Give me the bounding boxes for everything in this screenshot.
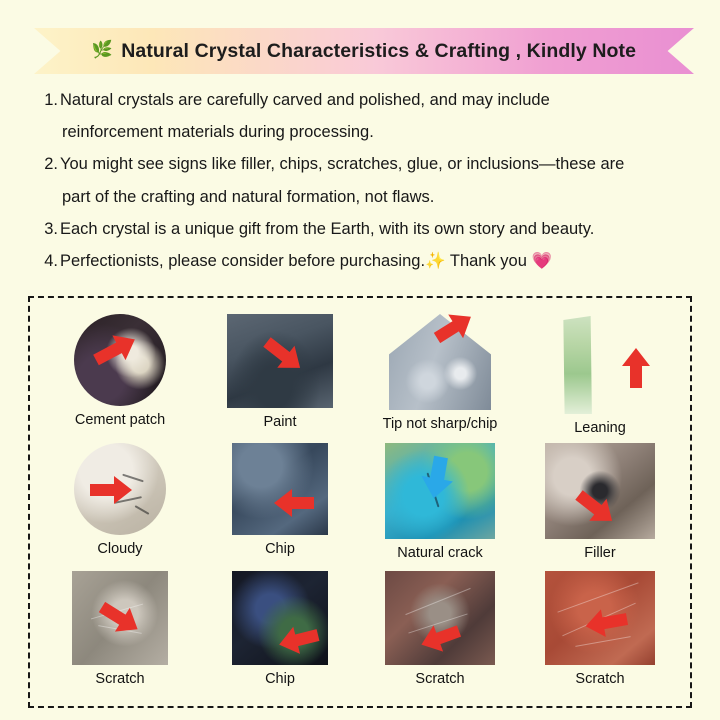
gallery-item-scratch-2 xyxy=(360,571,520,700)
note-body-1 xyxy=(60,84,696,148)
gallery-item-filler xyxy=(520,443,680,572)
photo-paint xyxy=(227,314,333,408)
note-number-4: 4. xyxy=(44,251,58,270)
gallery-item-scratch-1 xyxy=(40,571,200,700)
note-item-1 xyxy=(36,84,696,148)
caption-natural-crack: Natural crack xyxy=(397,544,483,561)
caption-chip-1: Chip xyxy=(265,540,295,557)
note-item-2 xyxy=(36,148,696,212)
examples-grid xyxy=(30,298,690,706)
caption-cloudy: Cloudy xyxy=(97,540,143,557)
gallery-item-paint xyxy=(200,314,360,443)
note-body-2 xyxy=(60,148,696,212)
red-arrow-icon xyxy=(232,571,328,665)
red-arrow-icon xyxy=(227,314,333,408)
photo-leaning xyxy=(540,314,660,414)
red-arrow-icon xyxy=(545,571,655,665)
red-arrow-icon xyxy=(74,443,166,535)
photo-scratch-3 xyxy=(545,571,655,665)
red-arrow-icon xyxy=(389,314,491,410)
caption-leaning: Leaning xyxy=(574,420,626,436)
examples-gallery xyxy=(28,296,692,708)
red-arrow-icon xyxy=(232,443,328,535)
photo-cement-patch xyxy=(74,314,166,406)
red-arrow-icon xyxy=(385,443,495,539)
red-arrow-icon xyxy=(540,314,660,414)
gallery-item-natural-crack xyxy=(360,443,520,572)
gallery-item-scratch-3 xyxy=(520,571,680,700)
gallery-item-tip xyxy=(360,314,520,443)
page-title: Natural Crystal Characteristics & Crafting , Kindly Note xyxy=(121,39,637,62)
photo-cloudy xyxy=(74,443,166,535)
banner-text-row xyxy=(34,28,694,74)
photo-tip xyxy=(389,314,491,410)
gallery-item-leaning xyxy=(520,314,680,443)
red-arrow-icon xyxy=(74,314,166,406)
note-line-1a: Natural crystals are carefully carved and polished, and may include xyxy=(60,91,550,109)
gallery-item-cement-patch xyxy=(40,314,200,443)
note-line-1b: reinforcement materials during processing. xyxy=(62,123,374,142)
caption-paint: Paint xyxy=(263,414,297,430)
note-number-3: 3. xyxy=(44,219,58,238)
note-number-1: 1. xyxy=(44,91,58,109)
caption-chip-2: Chip xyxy=(265,671,295,688)
red-arrow-icon xyxy=(545,443,655,539)
photo-scratch-2 xyxy=(385,571,495,665)
caption-cement-patch: Cement patch xyxy=(74,412,166,428)
photo-natural-crack xyxy=(385,443,495,539)
photo-chip-2 xyxy=(232,571,328,665)
photo-chip-1 xyxy=(232,443,328,535)
caption-scratch-1: Scratch xyxy=(95,671,145,688)
red-arrow-icon xyxy=(72,571,168,665)
gallery-item-chip-2 xyxy=(200,571,360,700)
note-item-4 xyxy=(36,245,696,277)
photo-scratch-1 xyxy=(72,571,168,665)
note-item-3 xyxy=(36,213,696,245)
note-body-3 xyxy=(60,213,696,245)
gallery-item-cloudy xyxy=(40,443,200,572)
photo-filler xyxy=(545,443,655,539)
gallery-item-chip-1 xyxy=(200,443,360,572)
banner xyxy=(34,28,694,74)
leaf-icon: 🌿 xyxy=(91,40,114,59)
note-number-2: 2. xyxy=(44,155,58,174)
caption-scratch-3: Scratch xyxy=(575,671,625,688)
caption-filler: Filler xyxy=(584,544,616,561)
note-line-4a: Perfectionists, please consider before purchasing.✨ Thank you 💗 xyxy=(60,251,553,270)
caption-scratch-2: Scratch xyxy=(415,671,465,688)
note-line-2b: part of the crafting and natural formation, not flaws. xyxy=(62,187,435,206)
note-line-3a: Each crystal is a unique gift from the Earth, with its own story and beauty. xyxy=(60,219,595,238)
red-arrow-icon xyxy=(385,571,495,665)
notes-list xyxy=(36,84,696,277)
caption-tip: Tip not sharp/chip xyxy=(382,416,498,432)
note-body-4 xyxy=(60,245,696,277)
note-line-2a: You might see signs like filler, chips, scratches, glue, or inclusions—these are xyxy=(60,155,625,174)
